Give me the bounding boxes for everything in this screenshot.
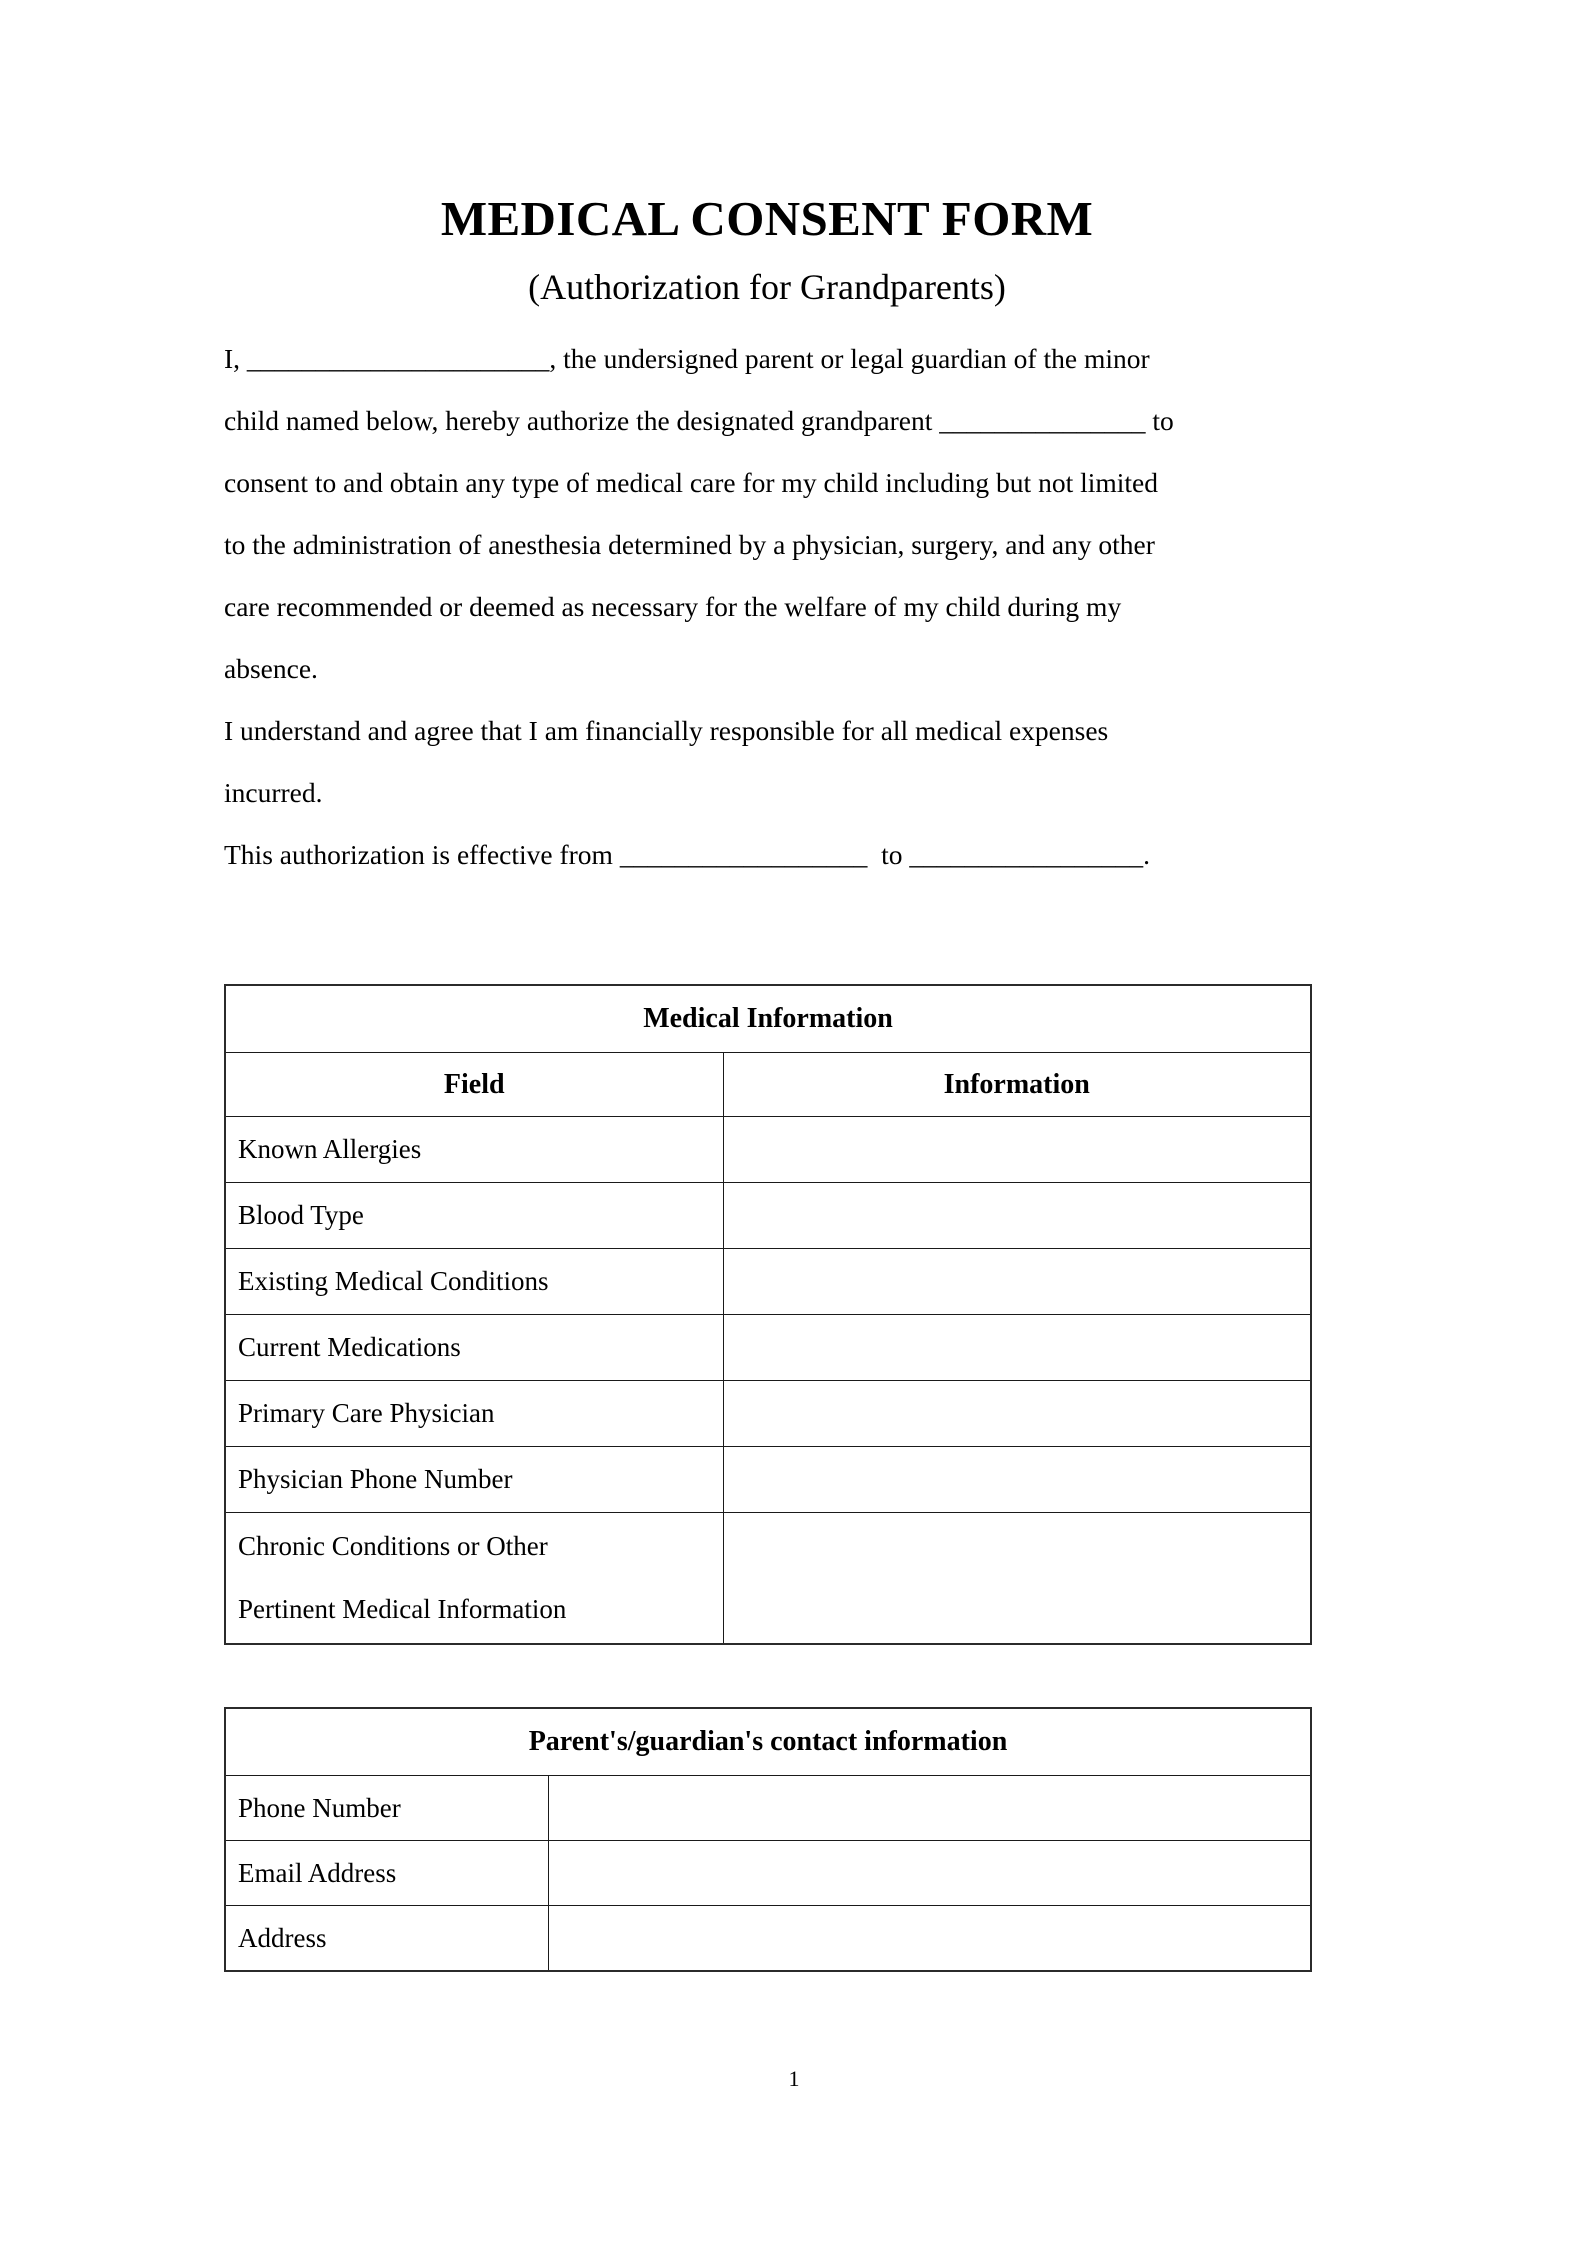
- field-value-physician-phone-number[interactable]: [723, 1447, 1311, 1513]
- medical-information-table: [224, 984, 1312, 1645]
- body-line-2: child named below, hereby authorize the designated grandparent _______________ to: [224, 405, 1174, 437]
- contact-information-section: [224, 1645, 1310, 1972]
- page-number: 1: [788, 2066, 800, 2091]
- body-line-1: I, ______________________, the undersigned parent or legal guardian of the minor: [224, 343, 1150, 375]
- table-row: [225, 1381, 1311, 1447]
- field-value-chronic-conditions[interactable]: [723, 1513, 1311, 1645]
- table-row: [225, 1513, 1311, 1645]
- field-label-physician-phone-number: Physician Phone Number: [225, 1447, 723, 1513]
- body-line-5: care recommended or deemed as necessary for the welfare of my child during my: [224, 591, 1122, 623]
- table-row: [225, 1776, 1311, 1841]
- field-value-known-allergies[interactable]: [723, 1117, 1311, 1183]
- body-line-7: I understand and agree that I am financially responsible for all medical expenses: [224, 715, 1109, 747]
- table-row: [225, 1315, 1311, 1381]
- field-label-current-medications: Current Medications: [225, 1315, 723, 1381]
- table-row: [225, 1249, 1311, 1315]
- page-subtitle: (Authorization for Grandparents): [528, 267, 1006, 308]
- field-value-phone-number[interactable]: [548, 1776, 1311, 1841]
- field-label-blood-type: Blood Type: [225, 1183, 723, 1249]
- field-label-primary-care-physician: Primary Care Physician: [225, 1381, 723, 1447]
- field-value-blood-type[interactable]: [723, 1183, 1311, 1249]
- body-line-4: to the administration of anesthesia determined by a physician, surgery, and any other: [224, 529, 1155, 561]
- field-value-address[interactable]: [548, 1906, 1311, 1972]
- table-caption-row: [225, 985, 1311, 1053]
- table-caption-row: [225, 1708, 1311, 1776]
- field-value-primary-care-physician[interactable]: [723, 1381, 1311, 1447]
- contact-information-table: [224, 1707, 1312, 1972]
- table-row: [225, 1447, 1311, 1513]
- table-header-row: [225, 1053, 1311, 1117]
- field-label-chronic-conditions: [225, 1513, 723, 1645]
- field-label-address: Address: [225, 1906, 548, 1972]
- field-label-known-allergies: Known Allergies: [225, 1117, 723, 1183]
- field-value-email-address[interactable]: [548, 1841, 1311, 1906]
- field-label-email-address: Email Address: [225, 1841, 548, 1906]
- medical-information-section: [224, 886, 1310, 1645]
- field-label-chronic-conditions-line2: Pertinent Medical Information: [238, 1594, 567, 1625]
- table-row: [225, 1183, 1311, 1249]
- medical-table-caption: Medical Information: [225, 985, 1311, 1053]
- body-line-6: absence.: [224, 653, 318, 685]
- table-row: [225, 1906, 1311, 1972]
- consent-body: [224, 308, 1310, 886]
- page-title: MEDICAL CONSENT FORM: [440, 191, 1094, 246]
- body-line-8: incurred.: [224, 777, 323, 809]
- field-label-chronic-conditions-line1: Chronic Conditions or Other: [238, 1531, 548, 1562]
- field-label-phone-number: Phone Number: [225, 1776, 548, 1841]
- table-row: [225, 1117, 1311, 1183]
- field-label-existing-medical-conditions: Existing Medical Conditions: [225, 1249, 723, 1315]
- document-content: [224, 0, 1310, 1972]
- table-row: [225, 1841, 1311, 1906]
- field-value-existing-medical-conditions[interactable]: [723, 1249, 1311, 1315]
- body-line-9: This authorization is effective from __________________ to _________________.: [224, 839, 1150, 871]
- body-line-3: consent to and obtain any type of medical care for my child including but not limited: [224, 467, 1158, 499]
- field-value-current-medications[interactable]: [723, 1315, 1311, 1381]
- column-header-field: Field: [225, 1053, 723, 1117]
- column-header-information: Information: [723, 1053, 1311, 1117]
- contact-table-caption: Parent's/guardian's contact information: [225, 1708, 1311, 1776]
